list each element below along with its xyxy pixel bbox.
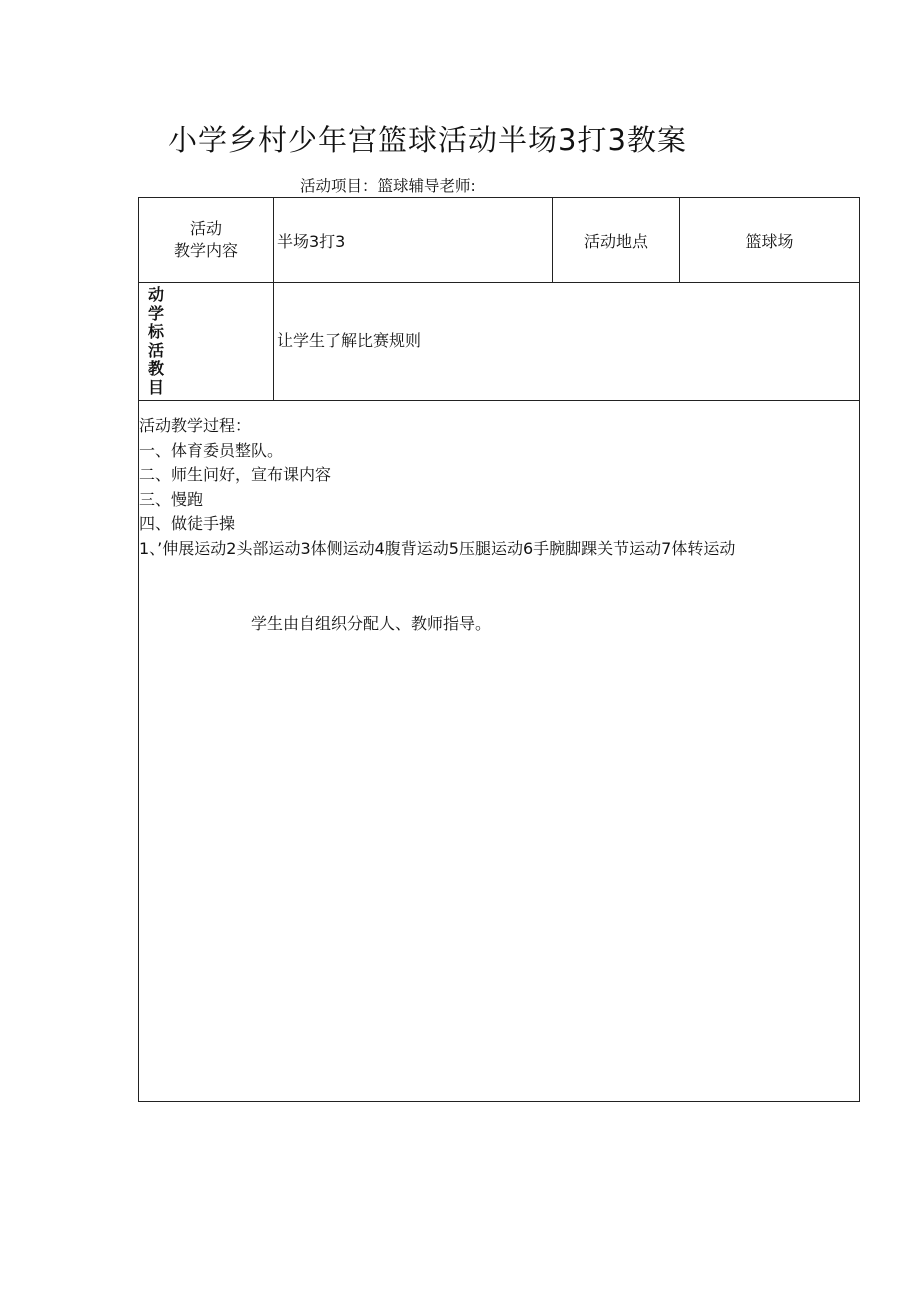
document-title: 小学乡村少年宫篮球活动半场3打3教案: [168, 123, 687, 157]
document-subtitle: 活动项目：篮球辅导老师:: [300, 177, 476, 195]
table-row-content: [139, 198, 859, 283]
label-content-line1: 活动: [189, 219, 222, 238]
process-step: 二、师生问好，宣布课内容: [139, 465, 332, 484]
place-label-cell: [553, 198, 680, 282]
process-exercises: 1、’伸展运动2头部运动3体侧运动4腹背运动5压腿运动6手腕脚踝关节运动7体转运动: [139, 538, 736, 558]
label-cell-goal: [139, 282, 274, 400]
goal-value-cell: [274, 282, 859, 400]
label-cell-content: [139, 198, 274, 282]
goal-label-vertical: [148, 286, 164, 397]
table-row-goal: [139, 282, 859, 401]
goal-label-char: 目: [148, 377, 165, 397]
content-value-cell: [274, 198, 553, 282]
goal-label-char: 活: [148, 340, 165, 360]
lesson-plan-table: [138, 197, 860, 1102]
place-value: 篮球场: [745, 231, 794, 251]
process-step: 四、做徒手操: [139, 514, 236, 533]
process-section: [139, 414, 859, 561]
process-step: 一、体育委员整队。: [139, 440, 284, 460]
goal-label-char: 学: [148, 303, 165, 323]
content-value: 半场3打3: [277, 231, 346, 251]
process-note: 学生由自组织分配人、教师指导。: [251, 614, 492, 633]
goal-label-char: 标: [148, 322, 165, 341]
label-content-line2: 教学内容: [173, 241, 238, 260]
place-label: 活动地点: [583, 231, 648, 251]
place-value-cell: [680, 198, 859, 282]
goal-value: 让学生了解比赛规则: [277, 330, 422, 350]
goal-label-char: 教: [148, 359, 165, 378]
process-heading: 活动教学过程：: [139, 416, 252, 435]
process-step: 三、慢跑: [139, 489, 204, 509]
goal-label-char: 动: [148, 285, 165, 304]
